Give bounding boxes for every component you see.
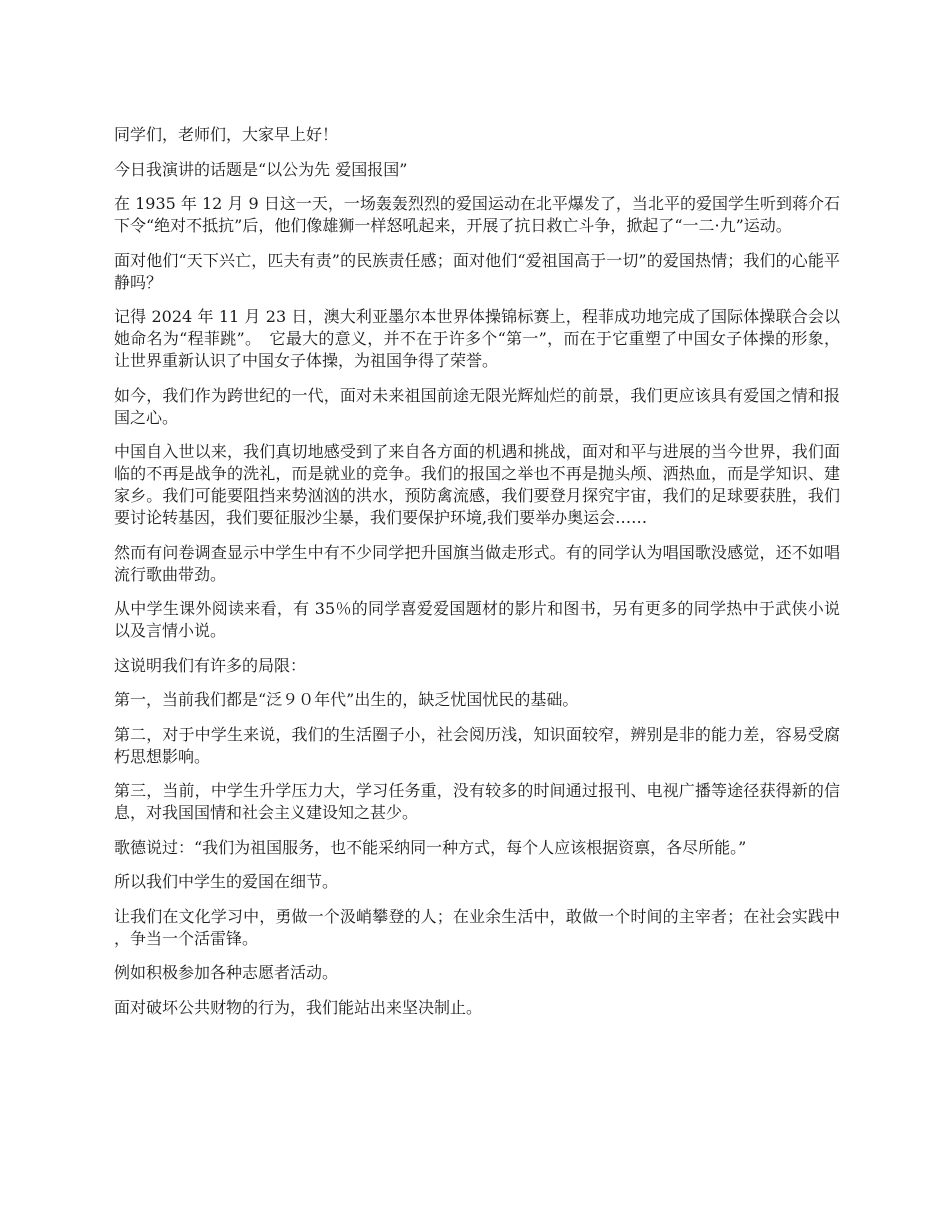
third-point-paragraph: 第三，当前，中学生升学压力大，学习任务重，没有较多的时间通过报刊、电视广播等途径获得新的信息，对我国国情和社会主义建设知之甚少。: [114, 781, 840, 822]
topic-paragraph: 今日我演讲的话题是“以公为先 爱国报国”: [114, 159, 408, 179]
generation-paragraph: 如今，我们作为跨世纪的一代，面对未来祖国前途无限光辉灿烂的前景，我们更应该具有爱国之情和报国之心。: [114, 385, 840, 427]
history-paragraph: 在 1935 年 12 月 9 日这一天，一场轰轰烈烈的爱国运动在北平爆发了，当北平的爱国学生听到蒋介石下令“绝对不抵抗”后，他们像雄狮一样怒吼起来，开展了抗日救亡斗争，掀起了“一二·九”运动。: [114, 194, 840, 235]
volunteer-paragraph: 例如积极参加各种志愿者活动。: [114, 963, 339, 982]
reading-paragraph: 从中学生课外阅读来看，有 35％的同学喜爱爱国题材的影片和图书，另有更多的同学热中于武侠小说以及言情小说。: [114, 599, 840, 640]
survey-paragraph: 然而有问卷调查显示中学生中有不少同学把升国旗当做走形式。有的同学认为唱国歌没感觉，还不如唱流行歌曲带劲。: [114, 542, 840, 584]
greeting-paragraph: 同学们，老师们，大家早上好！: [114, 125, 339, 144]
public-property-paragraph: 面对破坏公共财物的行为，我们能站出来坚决制止。: [114, 997, 483, 1017]
gymnastics-paragraph: 记得 2024 年 11 月 23 日，澳大利亚墨尔本世界体操锦标赛上，程菲成功地完成了国际体操联合会以她命名为“程菲跳”。 它最大的意义，并不在于许多个“第一”，而在于它重塑了中国女子体操的形象，让世界重新认识了中国女子体操，为祖国争得了荣誉。: [114, 307, 840, 370]
document-body: [114, 124, 840, 1031]
second-point-paragraph: 第二，对于中学生来说，我们的生活圈子小，社会阅历浅，知识面较窄，辨别是非的能力差，容易受腐朽思想影响。: [114, 724, 840, 766]
call-to-action-paragraph: 让我们在文化学习中，勇做一个汲峭攀登的人；在业余生活中，敢做一个时间的主宰者；在社会实践中，争当一个活雷锋。: [114, 906, 840, 948]
limitations-paragraph: 这说明我们有许多的局限：: [114, 655, 307, 675]
details-paragraph: 所以我们中学生的爱国在细节。: [114, 872, 339, 891]
first-point-paragraph: 第一，当前我们都是“泛９０年代”出生的，缺乏忧国忧民的基础。: [114, 690, 579, 709]
question-paragraph: 面对他们“天下兴亡，匹夫有责”的民族责任感；面对他们“爱祖国高于一切”的爱国热情；我们的心能平静吗？: [114, 250, 840, 292]
challenges-paragraph: 中国自入世以来，我们真切地感受到了来自各方面的机遇和挑战，面对和平与进展的当今世界，我们面临的不再是战争的洗礼，而是就业的竞争。我们的报国之举也不再是抛头颅、洒热血，而是学知识、建家乡。我们可能要阻挡来势汹汹的洪水，预防禽流感，我们要登月探究宇宙，我们的足球要获胜，我们要讨论转基因，我们要征服沙尘暴，我们要保护环境,我们要举办奥运会……: [114, 442, 840, 527]
goethe-quote-paragraph: 歌德说过：“我们为祖国服务，也不能采纳同一种方式，每个人应该根据资禀，各尽所能。”: [114, 837, 747, 857]
